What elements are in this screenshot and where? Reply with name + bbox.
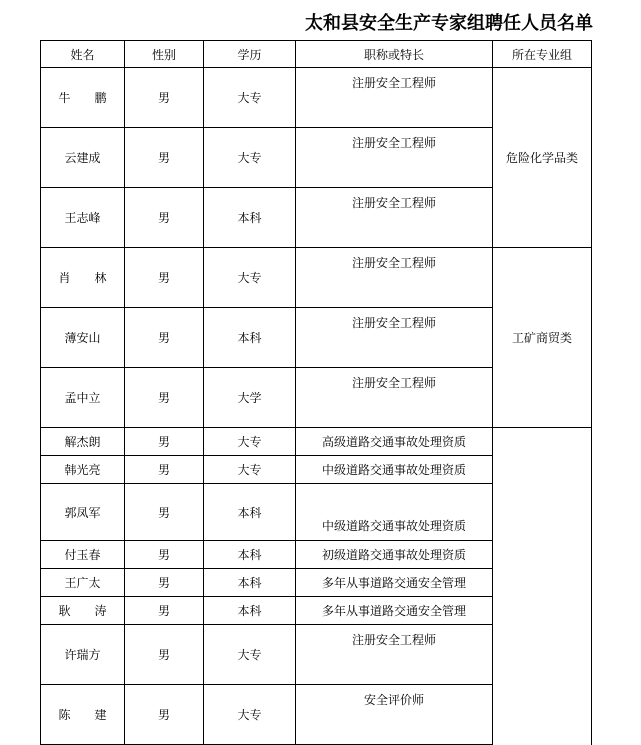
cell-name: 付玉春 bbox=[41, 541, 125, 569]
cell-name: 云建成 bbox=[41, 128, 125, 188]
header-title: 职称或特长 bbox=[296, 41, 493, 68]
cell-education: 大专 bbox=[204, 248, 296, 308]
cell-title: 注册安全工程师 bbox=[296, 68, 493, 128]
cell-gender: 男 bbox=[125, 625, 204, 685]
cell-group: 工矿商贸类 bbox=[493, 248, 592, 428]
cell-education: 大专 bbox=[204, 456, 296, 484]
cell-gender: 男 bbox=[125, 188, 204, 248]
cell-education: 本科 bbox=[204, 188, 296, 248]
cell-title: 注册安全工程师 bbox=[296, 308, 493, 368]
cell-title: 注册安全工程师 bbox=[296, 188, 493, 248]
cell-gender: 男 bbox=[125, 248, 204, 308]
cell-name: 薄安山 bbox=[41, 308, 125, 368]
cell-name: 牛 鹏 bbox=[41, 68, 125, 128]
cell-group: 危险化学品类 bbox=[493, 68, 592, 248]
header-group: 所在专业组 bbox=[493, 41, 592, 68]
cell-title: 注册安全工程师 bbox=[296, 368, 493, 428]
cell-education: 本科 bbox=[204, 569, 296, 597]
cell-title: 多年从事道路交通安全管理 bbox=[296, 597, 493, 625]
cell-title: 安全评价师 bbox=[296, 685, 493, 745]
cell-group bbox=[493, 428, 592, 745]
cell-name: 王广太 bbox=[41, 569, 125, 597]
header-row bbox=[41, 41, 592, 68]
cell-title: 注册安全工程师 bbox=[296, 625, 493, 685]
cell-education: 本科 bbox=[204, 484, 296, 541]
cell-gender: 男 bbox=[125, 128, 204, 188]
cell-name: 孟中立 bbox=[41, 368, 125, 428]
cell-title: 多年从事道路交通安全管理 bbox=[296, 569, 493, 597]
cell-gender: 男 bbox=[125, 484, 204, 541]
cell-name: 解杰朗 bbox=[41, 428, 125, 456]
cell-education: 大专 bbox=[204, 685, 296, 745]
cell-education: 大专 bbox=[204, 68, 296, 128]
cell-education: 大学 bbox=[204, 368, 296, 428]
cell-title: 注册安全工程师 bbox=[296, 128, 493, 188]
table-row bbox=[41, 248, 592, 308]
cell-name: 肖 林 bbox=[41, 248, 125, 308]
table-row bbox=[41, 428, 592, 456]
cell-education: 本科 bbox=[204, 308, 296, 368]
cell-education: 本科 bbox=[204, 597, 296, 625]
cell-name: 耿 涛 bbox=[41, 597, 125, 625]
cell-gender: 男 bbox=[125, 456, 204, 484]
cell-education: 大专 bbox=[204, 625, 296, 685]
cell-name: 韩光亮 bbox=[41, 456, 125, 484]
cell-name: 陈 建 bbox=[41, 685, 125, 745]
cell-gender: 男 bbox=[125, 685, 204, 745]
expert-table bbox=[40, 40, 592, 745]
cell-gender: 男 bbox=[125, 368, 204, 428]
table-row bbox=[41, 68, 592, 128]
header-gender: 性别 bbox=[125, 41, 204, 68]
cell-gender: 男 bbox=[125, 569, 204, 597]
cell-gender: 男 bbox=[125, 541, 204, 569]
cell-education: 大专 bbox=[204, 128, 296, 188]
cell-education: 大专 bbox=[204, 428, 296, 456]
cell-education: 本科 bbox=[204, 541, 296, 569]
cell-title: 初级道路交通事故处理资质 bbox=[296, 541, 493, 569]
cell-title: 高级道路交通事故处理资质 bbox=[296, 428, 493, 456]
cell-gender: 男 bbox=[125, 597, 204, 625]
cell-gender: 男 bbox=[125, 308, 204, 368]
cell-title: 注册安全工程师 bbox=[296, 248, 493, 308]
cell-title: 中级道路交通事故处理资质 bbox=[296, 456, 493, 484]
cell-name: 王志峰 bbox=[41, 188, 125, 248]
cell-title: 中级道路交通事故处理资质 bbox=[296, 484, 493, 541]
page-title: 太和县安全生产专家组聘任人员名单 bbox=[305, 13, 593, 34]
header-education: 学历 bbox=[204, 41, 296, 68]
cell-gender: 男 bbox=[125, 68, 204, 128]
header-name: 姓名 bbox=[41, 41, 125, 68]
cell-gender: 男 bbox=[125, 428, 204, 456]
cell-name: 郭凤军 bbox=[41, 484, 125, 541]
cell-name: 许瑞方 bbox=[41, 625, 125, 685]
